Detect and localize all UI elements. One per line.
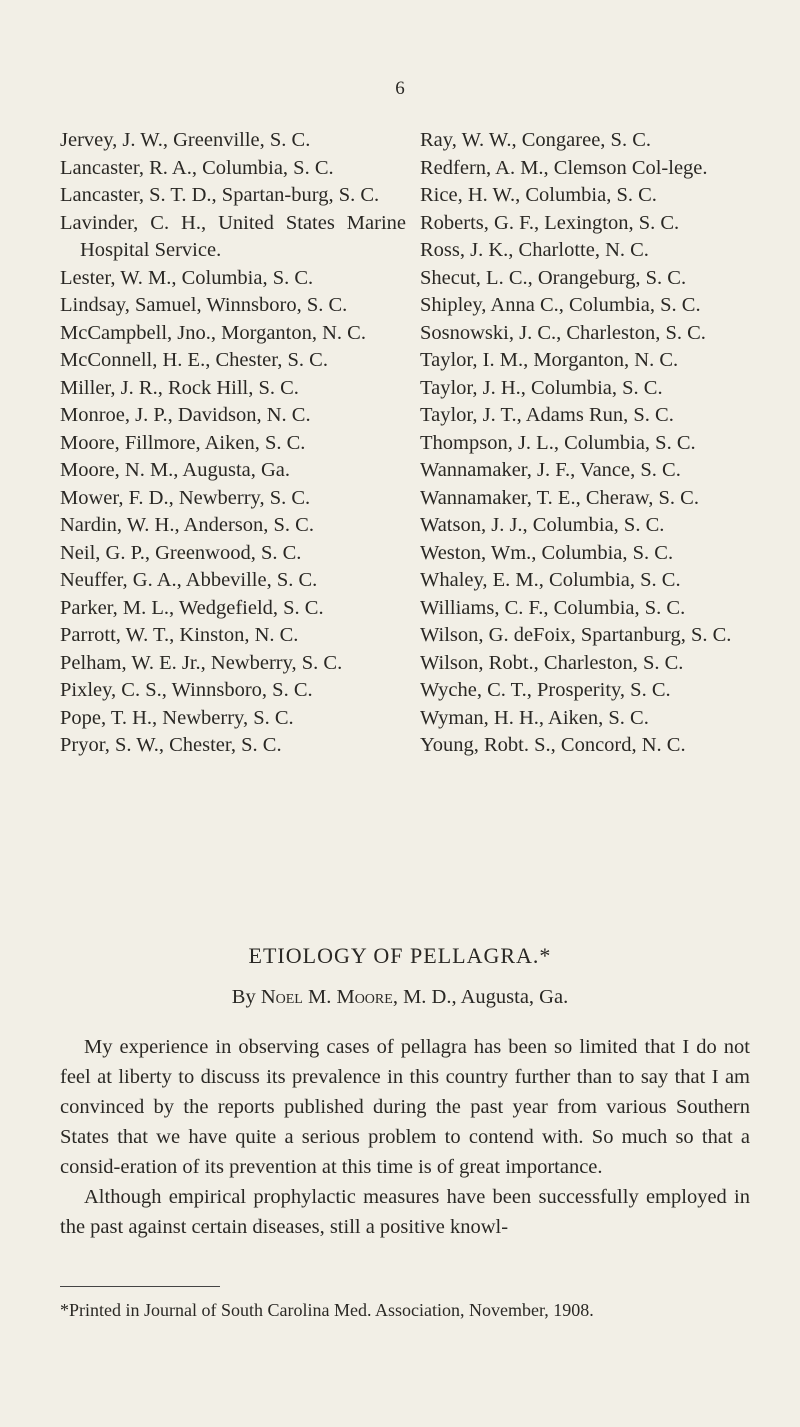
list-item: McCampbell, Jno., Morganton, N. C. bbox=[60, 321, 366, 344]
footnote-divider bbox=[60, 1286, 220, 1287]
list-item: McConnell, H. E., Chester, S. C. bbox=[60, 349, 328, 371]
list-item: Neuffer, G. A., Abbeville, S. C. bbox=[60, 569, 318, 591]
byline-prefix: By bbox=[231, 986, 256, 1008]
list-item: Pope, T. H., Newberry, S. C. bbox=[60, 706, 294, 729]
list-item: Pelham, W. E. Jr., Newberry, S. C. bbox=[60, 651, 343, 674]
article-title: ETIOLOGY OF PELLAGRA.* bbox=[248, 943, 552, 968]
member-list-left-column bbox=[60, 127, 406, 760]
byline-suffix: , M. D., Augusta, Ga. bbox=[392, 986, 569, 1008]
list-item: Nardin, W. H., Anderson, S. C. bbox=[60, 514, 314, 536]
list-item: Pixley, C. S., Winnsboro, S. C. bbox=[60, 679, 313, 701]
list-item: Wyche, C. T., Prosperity, S. C. bbox=[420, 679, 671, 701]
list-item: Monroe, J. P., Davidson, N. C. bbox=[60, 404, 311, 426]
list-item: Mower, F. D., Newberry, S. C. bbox=[60, 486, 311, 509]
paragraph: My experience in observing cases of pellagra has been so limited that I do not feel at liberty to discuss its prevalence in this country further than to say that I am convinced by the reports published during the past year from various Southern States that we have quite a serious problem to contend with. So much so that a consid-eration of its prevention at this time is of great importance. bbox=[60, 1036, 750, 1178]
list-item: Moore, N. M., Augusta, Ga. bbox=[60, 459, 291, 481]
list-item: Taylor, J. T., Adams Run, S. C. bbox=[420, 404, 674, 426]
page-number: 6 bbox=[395, 78, 405, 99]
list-item: Wannamaker, T. E., Cheraw, S. C. bbox=[420, 486, 699, 509]
list-item: Wilson, G. deFoix, Spartanburg, S. C. bbox=[420, 624, 732, 646]
footnote: *Printed in Journal of South Carolina Med. Association, November, 1908. bbox=[60, 1300, 594, 1320]
member-list-right-column bbox=[420, 127, 750, 760]
list-item: Young, Robt. S., Concord, N. C. bbox=[420, 734, 686, 756]
list-item: Roberts, G. F., Lexington, S. C. bbox=[420, 211, 680, 234]
list-item: Williams, C. F., Columbia, S. C. bbox=[420, 596, 686, 619]
list-item: Lancaster, S. T. D., Spartan-burg, S. C. bbox=[60, 184, 380, 206]
list-item: Jervey, J. W., Greenville, S. C. bbox=[60, 129, 311, 151]
list-item: Wannamaker, J. F., Vance, S. C. bbox=[420, 459, 681, 481]
list-item: Weston, Wm., Columbia, S. C. bbox=[420, 541, 674, 564]
paragraph: Although empirical prophylactic measures have been successfully employed in the past against certain diseases, still a positive knowl- bbox=[60, 1186, 750, 1238]
list-item: Pryor, S. W., Chester, S. C. bbox=[60, 734, 282, 756]
article-byline bbox=[0, 986, 800, 1009]
list-item: Miller, J. R., Rock Hill, S. C. bbox=[60, 376, 299, 399]
list-item: Watson, J. J., Columbia, S. C. bbox=[420, 514, 665, 536]
list-item: Shipley, Anna C., Columbia, S. C. bbox=[420, 294, 701, 316]
list-item: Redfern, A. M., Clemson Col-lege. bbox=[420, 156, 708, 179]
author-name: Noel M. Moore bbox=[260, 986, 393, 1008]
list-item: Thompson, J. L., Columbia, S. C. bbox=[420, 431, 696, 454]
list-item: Shecut, L. C., Orangeburg, S. C. bbox=[420, 266, 687, 289]
list-item: Taylor, J. H., Columbia, S. C. bbox=[420, 376, 663, 399]
list-item: Ray, W. W., Congaree, S. C. bbox=[420, 129, 652, 151]
list-item: Lancaster, R. A., Columbia, S. C. bbox=[60, 156, 334, 179]
member-list bbox=[60, 127, 750, 760]
list-item: Moore, Fillmore, Aiken, S. C. bbox=[60, 431, 306, 454]
list-item: Wyman, H. H., Aiken, S. C. bbox=[420, 706, 649, 729]
list-item: Sosnowski, J. C., Charleston, S. C. bbox=[420, 321, 706, 344]
list-item: Parrott, W. T., Kinston, N. C. bbox=[60, 624, 299, 646]
list-item: Taylor, I. M., Morganton, N. C. bbox=[420, 349, 679, 371]
list-item: Parker, M. L., Wedgefield, S. C. bbox=[60, 596, 324, 619]
list-item: Lester, W. M., Columbia, S. C. bbox=[60, 266, 314, 289]
list-item: Whaley, E. M., Columbia, S. C. bbox=[420, 569, 681, 591]
list-item: Lindsay, Samuel, Winnsboro, S. C. bbox=[60, 294, 348, 316]
article-body bbox=[60, 1032, 750, 1242]
list-item: Lavinder, C. H., United States Marine Hospital Service. bbox=[60, 211, 406, 261]
list-item: Ross, J. K., Charlotte, N. C. bbox=[420, 239, 649, 261]
list-item: Wilson, Robt., Charleston, S. C. bbox=[420, 651, 684, 674]
list-item: Rice, H. W., Columbia, S. C. bbox=[420, 184, 657, 206]
list-item: Neil, G. P., Greenwood, S. C. bbox=[60, 541, 302, 564]
